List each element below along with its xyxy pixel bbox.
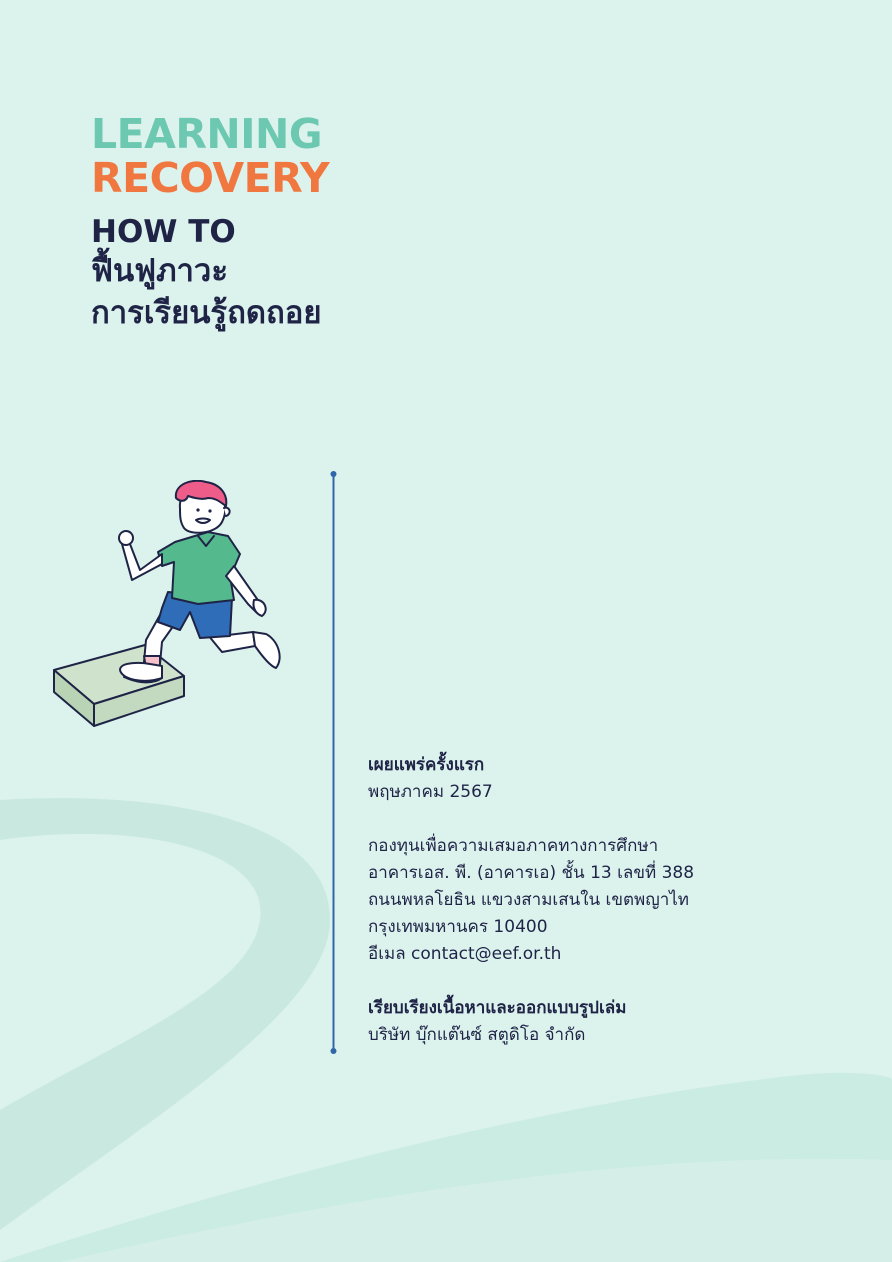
first-published-date: พฤษภาคม 2567 (368, 782, 493, 802)
publication-info (368, 752, 694, 1049)
title-recovery: RECOVERY (91, 154, 330, 202)
design-company: บริษัท บุ๊กแต๊นซ์ สตูดิโอ จำกัด (368, 1025, 586, 1045)
title-learning: LEARNING (91, 110, 322, 158)
first-published-label: เผยแพร่ครั้งแรก (368, 755, 485, 775)
address-line: กรุงเทพมหานคร 10400 (368, 917, 548, 937)
cover-title (91, 112, 329, 334)
title-thai-line-1: ฟื้นฟูภาวะ (91, 253, 228, 289)
address-line: อาคารเอส. พี. (อาคารเอ) ชั้น 13 เลขที่ 388 (368, 863, 695, 883)
design-label: เรียบเรียงเนื้อหาและออกแบบรูปเล่ม (368, 998, 627, 1018)
address-line: ถนนพหลโยธิน แขวงสามเสนใน เขตพญาไท (368, 890, 690, 910)
email-line: อีเมล contact@eef.or.th (368, 944, 562, 964)
boy-stepping-illustration (50, 480, 290, 730)
title-how-to: HOW TO (91, 214, 236, 250)
address-line: กองทุนเพื่อความเสมอภาคทางการศึกษา (368, 836, 659, 856)
title-thai-line-2: การเรียนรู้ถดถอย (91, 295, 322, 331)
